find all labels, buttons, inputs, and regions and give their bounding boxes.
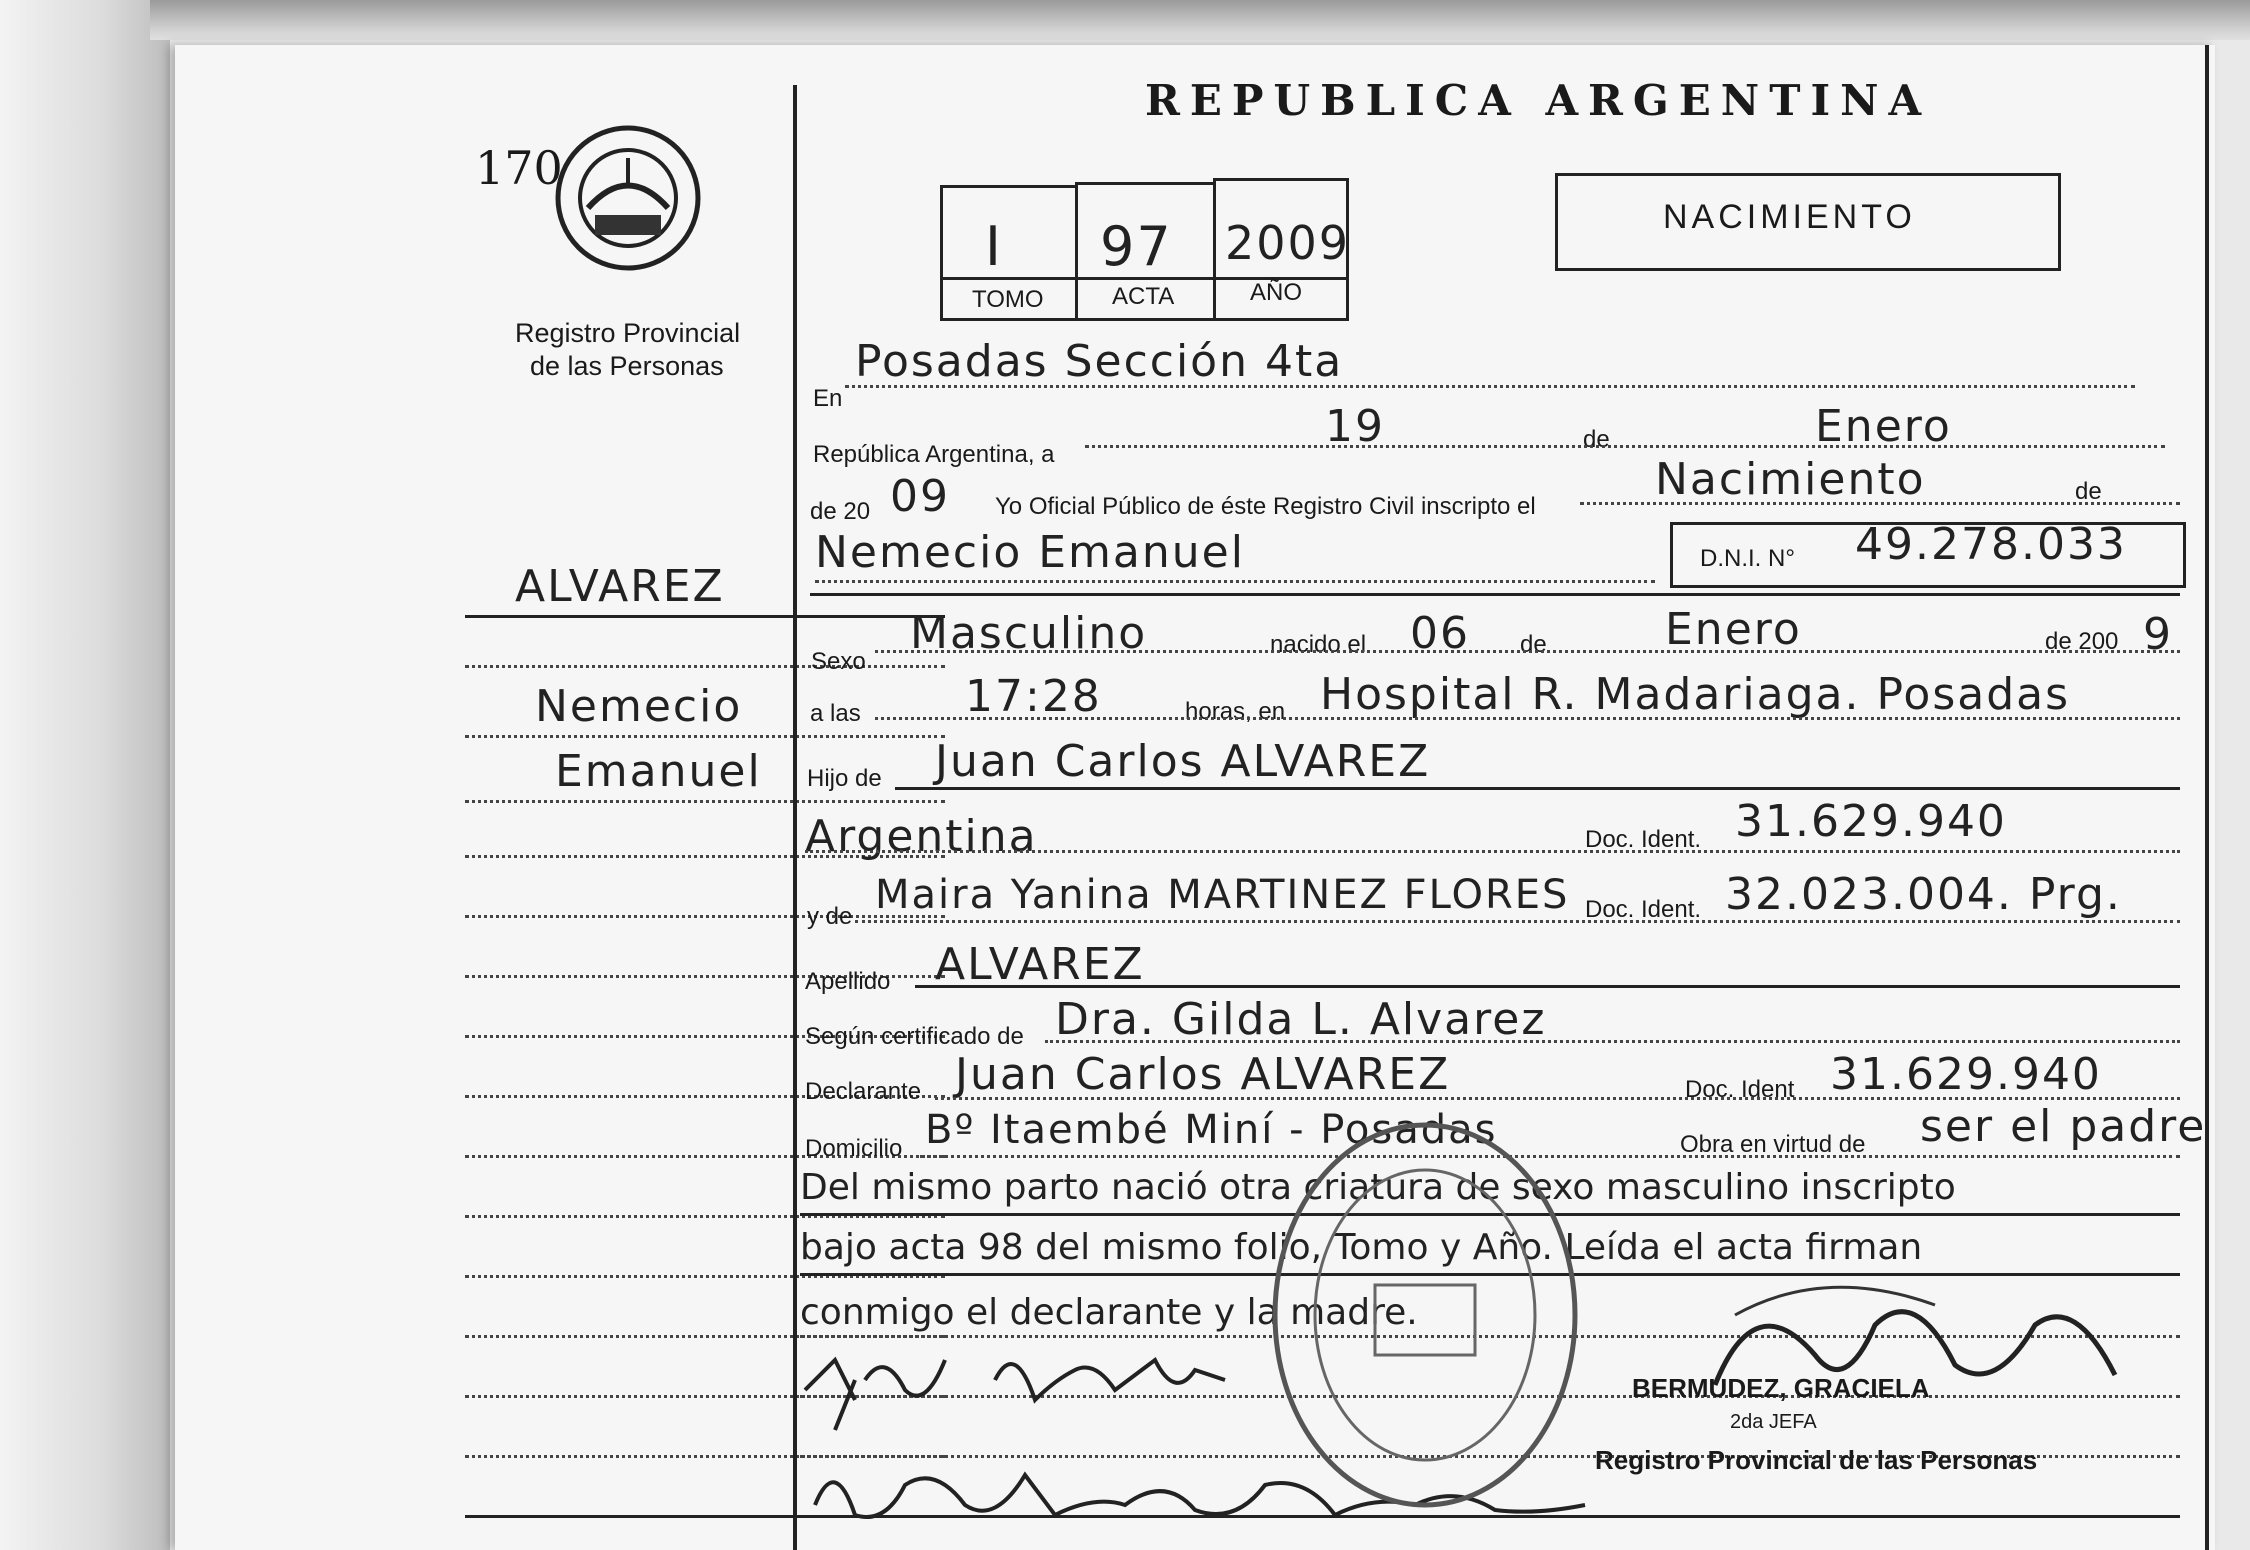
value-hora: 17:28 — [965, 671, 1102, 722]
label-en: En — [813, 385, 843, 412]
value-nac-mes: Enero — [1665, 604, 1802, 655]
margin-line — [465, 665, 945, 668]
value-padre: Juan Carlos ALVAREZ — [935, 736, 1431, 787]
observation-line-3: conmigo el declarante y la madre. — [800, 1292, 1418, 1333]
page-top-edge — [150, 0, 2250, 40]
margin-line — [465, 915, 945, 918]
value-sexo: Masculino — [910, 608, 1148, 659]
label-segun: Según certificado de — [805, 1023, 1024, 1050]
official-role: 2da JEFA — [1730, 1411, 1817, 1433]
tomo-value: I — [985, 215, 1003, 278]
value-apellido: ALVAREZ — [935, 939, 1145, 990]
label-de20: de 20 — [810, 498, 871, 525]
line-apellido — [915, 985, 2180, 988]
label-yde: y de — [807, 903, 853, 930]
value-nac-anio: 9 — [2143, 609, 2173, 660]
label-sexo: Sexo — [811, 648, 866, 675]
margin-line — [465, 800, 945, 803]
value-obra: ser el padre — [1920, 1101, 2207, 1152]
label-republica: República Argentina, a — [813, 441, 1055, 468]
value-declarante-doc: 31.629.940 — [1830, 1049, 2102, 1100]
label-alas: a las — [810, 700, 861, 727]
margin-surname: ALVAREZ — [515, 561, 725, 612]
anio-label: AÑO — [1250, 279, 1303, 306]
observation-line-1: Del mismo parto nació otra criatura de sexo masculino inscripto — [800, 1167, 1956, 1208]
label-nacido: nacido el — [1270, 631, 1367, 658]
label-docident-1: Doc. Ident. — [1585, 826, 1702, 853]
birth-certificate-page — [175, 45, 2215, 1550]
value-lugar: Posadas Sección 4ta — [855, 336, 1344, 387]
value-madre: Maira Yanina MARTINEZ FLORES — [875, 872, 1570, 918]
line-segun — [1045, 1040, 2180, 1043]
value-nac-dia: 06 — [1410, 608, 1470, 659]
margin-line — [465, 615, 945, 618]
value-certificado: Dra. Gilda L. Alvarez — [1055, 994, 1547, 1045]
value-lugar-nac: Hospital R. Madariaga. Posadas — [1320, 669, 2071, 720]
book-binding — [0, 0, 170, 1550]
label-horas: horas, en — [1185, 698, 1286, 725]
label-obra: Obra en virtud de — [1680, 1131, 1866, 1158]
line-yde — [855, 920, 2180, 923]
line-hijo — [895, 787, 2180, 790]
label-de-2: de — [2075, 478, 2102, 505]
label-declarante: Declarante — [805, 1078, 922, 1105]
value-mes: Enero — [1815, 401, 1952, 452]
line-republica — [1085, 445, 2165, 448]
country-title: REPUBLICA ARGENTINA — [1145, 76, 1932, 125]
line-declarante — [935, 1097, 2180, 1100]
acta-label: ACTA — [1112, 283, 1175, 310]
label-de-3: de — [1520, 631, 1547, 658]
line-under-dni — [810, 593, 2180, 596]
observation-line-2: bajo acta 98 del mismo folio, Tomo y Año. Leída el acta firman — [800, 1227, 1923, 1268]
value-anio2: 09 — [890, 471, 950, 522]
label-docident-3: Doc. Ident — [1685, 1076, 1795, 1103]
label-dni: D.N.I. N° — [1700, 545, 1795, 572]
civil-registry-round-stamp — [1255, 1105, 1595, 1525]
label-hijo: Hijo de — [807, 765, 882, 792]
margin-line — [465, 735, 945, 738]
line-padre-nac — [805, 850, 2180, 853]
right-border — [2205, 45, 2209, 1550]
line-de20 — [1580, 502, 2180, 505]
value-nombre: Nemecio Emanuel — [815, 527, 1245, 578]
label-apellido: Apellido — [805, 968, 891, 995]
margin-name-1: Nemecio — [535, 681, 743, 732]
value-madre-doc: 32.023.004. Prg. — [1725, 869, 2122, 920]
value-dni: 49.278.033 — [1855, 519, 2127, 570]
page-number: 170 — [475, 141, 563, 195]
official-name: BERMUDEZ, GRACIELA — [1632, 1373, 1930, 1403]
acta-value: 97 — [1100, 215, 1173, 278]
anio-value: 2009 — [1225, 216, 1351, 270]
line-alas — [875, 717, 2180, 720]
registry-line-1: Registro Provincial — [515, 318, 741, 348]
province-seal-icon — [553, 123, 703, 273]
value-inscripcion: Nacimiento — [1655, 454, 1926, 505]
label-de200: de 200 — [2045, 628, 2119, 655]
value-domicilio: Bº Itaembé Miní - Posadas — [925, 1107, 1498, 1153]
label-docident-2: Doc. Ident. — [1585, 896, 1702, 923]
value-declarante: Juan Carlos ALVAREZ — [955, 1049, 1451, 1100]
value-padre-doc: 31.629.940 — [1735, 796, 2007, 847]
label-oficial: Yo Oficial Público de éste Registro Civil inscripto el — [995, 493, 1536, 520]
registry-line-2: de las Personas — [530, 351, 724, 381]
value-dia: 19 — [1325, 401, 1385, 452]
label-domicilio: Domicilio — [805, 1135, 903, 1162]
value-padre-nac: Argentina — [805, 811, 1038, 862]
tomo-label: TOMO — [972, 286, 1044, 313]
label-de-1: de — [1583, 426, 1610, 453]
line-en — [845, 385, 2135, 388]
margin-name-2: Emanuel — [555, 746, 762, 797]
line-sexo — [875, 650, 2180, 653]
certificate-type: NACIMIENTO — [1663, 198, 1916, 236]
official-office: Registro Provincial de las Personas — [1595, 1445, 2038, 1475]
line-nombre — [815, 580, 1655, 583]
